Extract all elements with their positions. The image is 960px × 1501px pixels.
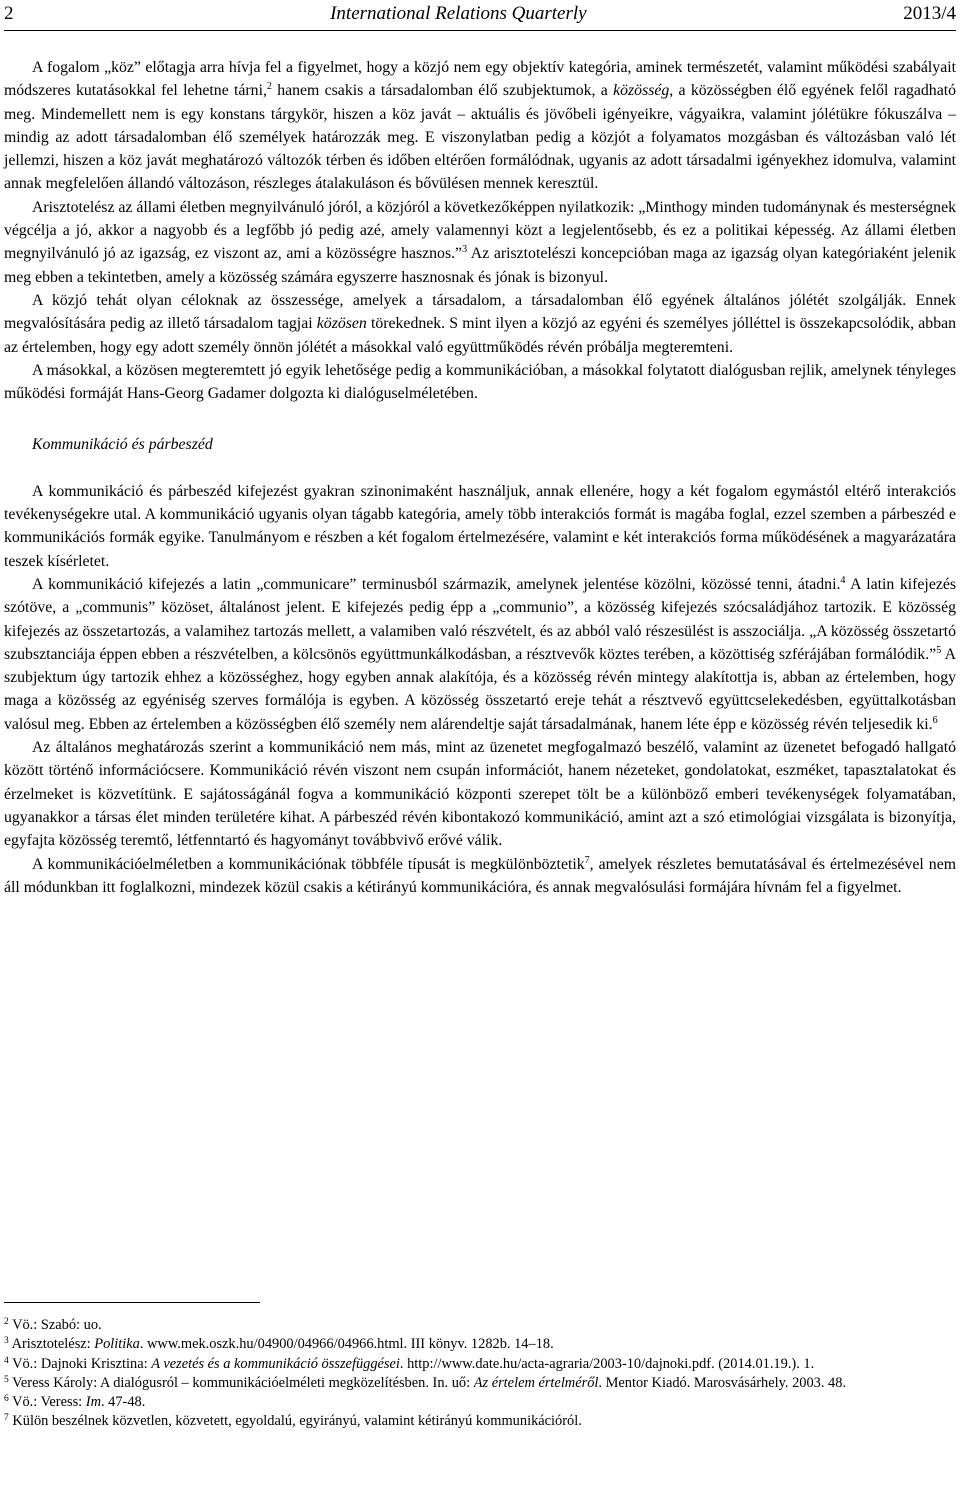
footnote-separator xyxy=(4,1302,260,1303)
page-header xyxy=(4,0,956,28)
footnote-ref-7: 7 xyxy=(584,854,590,866)
paragraph-7: Az általános meghatározás szerint a kommunikáció nem más, mint az üzenetet megfogalmazó beszélő, valamint az üzenetet befogadó hallgató között történő információcsere. Kommunikáció révén viszont nem csupán információt, hanem nézeteket, gondolatokat, eszméket, tapasztalatokat és érzelmeket is közvetítünk. E sajátosságánál fogva a kommunikáció központi szerepet tölt be a különböző emberi tevékenységek folyamatában, ugyanakkor a társas élet minden területére kihat. A párbeszéd révén kibontakozó kommunikáció, amint azt a szó etimológiai vizsgálata is bizonyítja, egyfajta közösség teremtő, létfenntartó és hagyományt továbbvivő erővé válik. xyxy=(4,739,956,850)
paragraph-5: A kommunikáció és párbeszéd kifejezést gyakran szinonimaként használjuk, annak ellenére, hogy a két fogalom egymástól eltérő interakciós tevékenységekre utal. A kommunikáció ugyanis olyan tágabb kategória, amely több interakciós formát is magába foglal, ezzel szemben a párbeszéd e kommunikációs formák egyike. Tanulmányom e részben a két fogalom értelmezésére, valamint e két interakciós forma működésének a magyarázatára teszek kísérletet. xyxy=(4,482,956,570)
paragraph-3: A közjó tehát olyan céloknak az összessége, amelyek a társadalom, a társadalomban élő egyének általános jólétét szolgálják. Ennek megvalósítására pedig az illető társadalom tagjai közösen törekednek. S mint ilyen a közjó az egyéni és személyes jólléttel is összekapcsolódik, abban az értelemben, hogy egy adott személy önnön jólétét a másokkal való együttműködés révén próbálja megteremteni. xyxy=(4,291,956,356)
issue-label: 2013/4 xyxy=(903,3,956,24)
footnote-ref-2: 2 xyxy=(266,81,272,93)
paragraph-4: A másokkal, a közösen megteremtett jó egyik lehetősége pedig a kommunikációban, a másokkal folytatott dialógusban rejlik, amelynek tényleges működési formáját Hans-Georg Gadamer dolgozta ki dialóguselméletében. xyxy=(4,361,956,403)
body-text xyxy=(4,56,956,899)
paragraph-6: A kommunikáció kifejezés a latin „communicare” terminusból származik, amelynek jelentése közölni, közössé tenni, átadni.$^4$ A latin kifejezés szótöve, a „communis” közöset, általánost jelent. E kifejezés pedig épp a „communio”, a közösség kifejezés szócsaládjához tartozik. E közösség kifejezés az összetartozás, a valamihez tartozás mellett, a valamiben való részvételt, és az abból való részesülést is asszociálja. „A közösség összetartó szubsztanciája éppen ebben a részvételben, a kölcsönös együttmunkálkodásban, a résztvevők köztes terében, a közöttiség szférájában formálódik.”$^5$ A szubjektum úgy tartozik ehhez a közösséghez, hogy egyben annak alakítója, és a közösség révén mintegy alakítottja is, abban az értelemben, hogy maga a közösség az egyéniség szerves formálója is egyben. A közösség összetartó ereje tehát a résztvevő együttcselekedésben, együttalkotásban valósul meg. Ebben az értelemben a közösségben élő személy nem alárendeltje saját társadalmának, hanem léte épp e közösség révén teljesedik ki.$^6$ xyxy=(4,574,956,733)
footnote-ref-5: 5 xyxy=(936,644,942,656)
footnote-ref-6: 6 xyxy=(932,714,938,726)
footnote-ref-3: 3 xyxy=(462,244,468,256)
footnote-4: $^4$ Vö.: Dajnoki Krisztina: A vezetés és a kommunikáció összefüggései. http://www.date.hu/acta-agraria/2003-10/dajnoki.pdf. (2014.01.19.). 1. xyxy=(4,1355,815,1372)
footnote-5: $^5$ Veress Károly: A dialógusról – kommunikációelméleti megközelítésben. In. uő: Az értelem értelméről. Mentor Kiadó. Marosvásárhely. 2003. 48. xyxy=(4,1374,847,1391)
paragraph-1: A fogalom „köz” előtagja arra hívja fel a figyelmet, hogy a közjó nem egy objektív kategória, aminek természetét, valamint működési szabályait módszeres kutatásokkal fel lehetne tárni,$^2$ hanem csakis a társadalomban élő szubjektumok, a közösség, a közösségben élő egyének felől ragadható meg. Mindemellett nem is egy konstans tárgykör, hiszen a köz javát – aktuális és jövőbeli igényeikre, vágyaikra, valamint jólétükre fókuszálva – mindig az adott társadalomban élő személyek határozzák meg. E viszonylatban pedig a közjót a folyamatos mozgásban és változásban való lét jellemzi, hiszen a köz javát meghatározó változók térben és időben eltérően formálódnak, ugyanis az adott társadalmi igényekhez idomulva, valamint annak megfelelően állandó változáson, részleges átalakuláson és bővülésen mennek keresztül. xyxy=(4,59,956,193)
footnote-7: $^7$ Külön beszélnek közvetlen, közvetett, egyoldalú, egyirányú, valamint kétirányú kommunikációról. xyxy=(4,1413,582,1430)
footnote-2: $^2$ Vö.: Szabó: uo. xyxy=(4,1317,102,1333)
footnote-6: $^6$ Vö.: Veress: Im. 47-48. xyxy=(4,1394,146,1411)
footnotes xyxy=(4,1302,956,1433)
paragraph-8: A kommunikációelméletben a kommunikációnak többféle típusát is megkülönböztetik$^7$, amelyek részletes bemutatásával és értelmezésével nem áll módunkban itt foglalkozni, mindezek közül csakis a kétirányú kommunikációra, és annak megvalósulási formájára hívnám fel a figyelmet. xyxy=(4,854,956,896)
page-number: 2 xyxy=(4,3,14,24)
section-heading: Kommunikáció és párbeszéd xyxy=(32,436,213,454)
journal-title: International Relations Quarterly xyxy=(330,3,587,24)
footnote-3: $^3$ Arisztotelész: Politika. www.mek.oszk.hu/04900/04966/04966.html. III könyv. 1282b. 14–18. xyxy=(4,1336,554,1353)
header-rule xyxy=(4,30,956,31)
footnote-ref-4: 4 xyxy=(840,574,846,586)
paragraph-2: Arisztotelész az állami életben megnyilvánuló jóról, a közjóról a következőképpen nyilatkozik: „Minthogy minden tudománynak és mesterségnek végcélja a jó, akkor a nagyobb és a legfőbb jó pedig azé, amely valamennyi közt a legjelentősebb, és ez a politikai képesség. Az állami életben megnyilvánuló jó az igazság, ez viszont az, ami a közösségre hasznos.”$^3$ Az arisztotelészi koncepcióban maga az igazság olyan kategóriaként jelenik meg ebben a tekintetben, amely a közösség számára egyszerre hasznosnak és jónak is bizonyul. xyxy=(4,198,956,286)
